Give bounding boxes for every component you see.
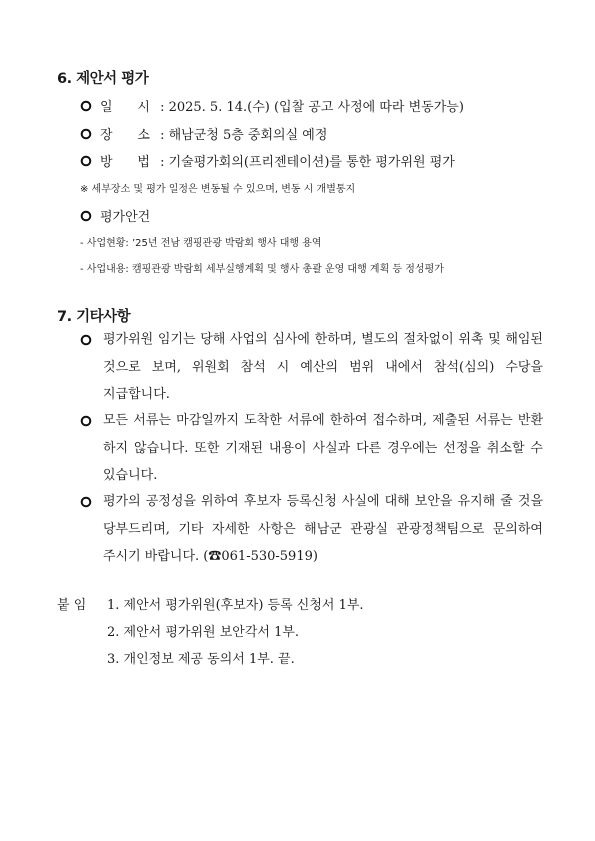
attachment-item: 3. 개인정보 제공 동의서 1부. 끝. xyxy=(107,652,295,667)
attachment-item: 2. 제안서 평가위원 보안각서 1부. xyxy=(107,625,300,640)
hollow-circle-bullet-icon xyxy=(80,415,92,427)
schedule-row-date xyxy=(80,96,464,115)
row-label: 방 법 xyxy=(100,155,150,170)
hollow-circle-bullet-icon xyxy=(80,100,92,112)
agenda-heading xyxy=(80,206,150,225)
row-label: 일 시 xyxy=(100,100,150,115)
agenda-line-status: - 사업현황: ’25년 전남 캠핑관광 박람회 행사 대행 용역 xyxy=(80,238,322,249)
paragraph-documents: 모든 서류는 마감일까지 도착한 서류에 한하여 접수하며, 제출된 서류는 반환 하지 않습니다. 또한 기재된 내용이 사실과 다른 경우에는 선정을 취소할 수 있습니다. xyxy=(103,413,543,483)
hollow-circle-bullet-icon xyxy=(80,128,92,140)
row-value: : 2025. 5. 14.(수) (입찰 공고 사정에 따라 변동가능) xyxy=(160,100,464,115)
agenda-label: 평가안건 xyxy=(100,210,151,225)
schedule-row-place xyxy=(80,124,327,143)
attachments-label: 붙 임 xyxy=(57,598,87,613)
hollow-circle-bullet-icon xyxy=(80,334,92,346)
schedule-row-method xyxy=(80,151,455,170)
attachment-item: 1. 제안서 평가위원(후보자) 등록 신청서 1부. xyxy=(107,598,364,613)
hollow-circle-bullet-icon xyxy=(80,210,92,222)
hollow-circle-bullet-icon xyxy=(80,496,92,508)
row-value: : 기술평가회의(프리젠테이션)를 통한 평가위원 평가 xyxy=(160,155,455,170)
row-label: 장 소 xyxy=(100,128,150,143)
row-value: : 해남군청 5층 중회의실 예정 xyxy=(160,128,328,143)
paragraph-security-contact: 평가의 공정성을 위하여 후보자 등록신청 사실에 대해 보안을 유지해 줄 것을 당부드리며, 기타 자세한 사항은 해남군 관광실 관광정책팀으로 문의하여 주시기 바랍니다. (☎061-530-5919) xyxy=(103,494,543,564)
agenda-line-content: - 사업내용: 캠핑관광 박람회 세부실행계획 및 행사 총괄 운영 대행 계획 등 정성평가 xyxy=(80,264,444,275)
section-6-title: 6. 제안서 평가 xyxy=(57,71,149,87)
paragraph-committee-term: 평가위원 임기는 당해 사업의 심사에 한하며, 별도의 절차없이 위촉 및 해임된 것으로 보며, 위원회 참석 시 예산의 범위 내에서 참석(심의) 수당을 지급합니다. xyxy=(103,332,543,402)
hollow-circle-bullet-icon xyxy=(80,155,92,167)
section-7-title: 7. 기타사항 xyxy=(57,309,131,325)
schedule-note: ※ 세부장소 및 평가 일정은 변동될 수 있으며, 변동 시 개별통지 xyxy=(80,184,356,195)
